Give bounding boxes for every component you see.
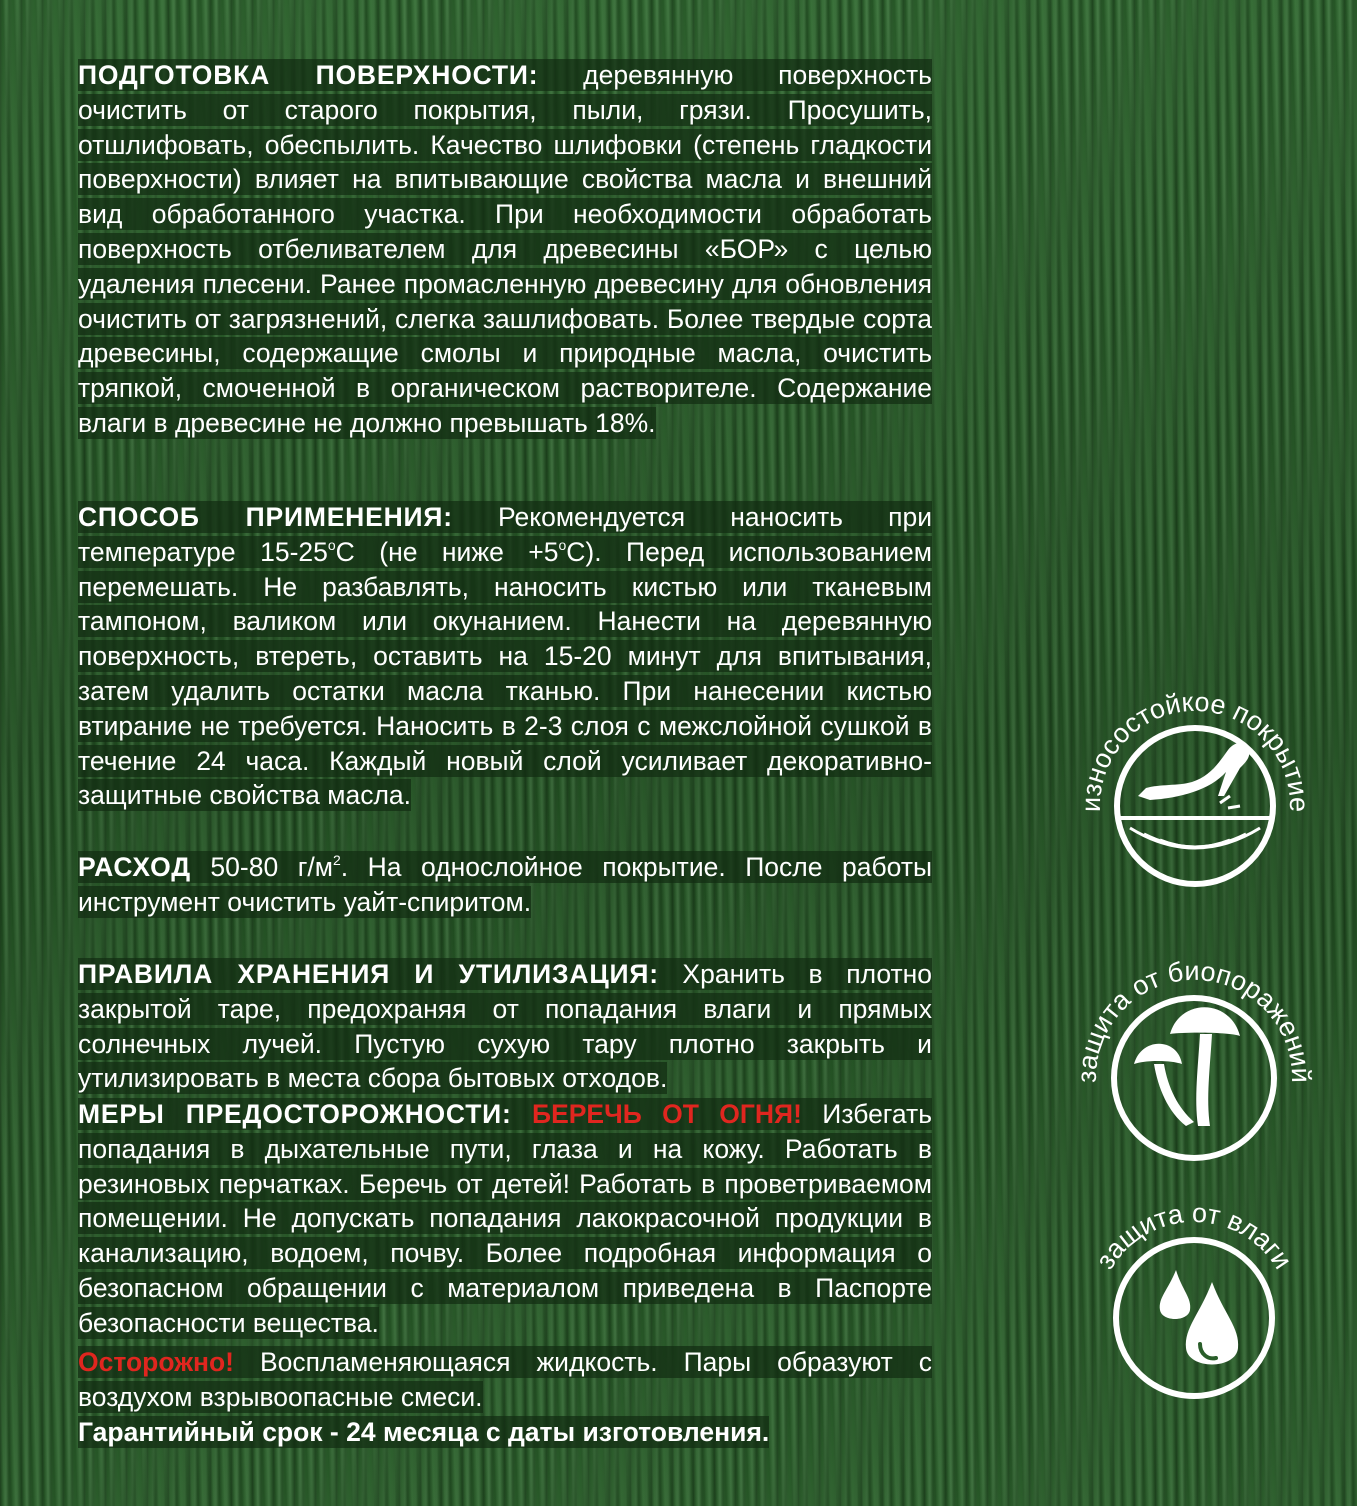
badge-wear-resistant-label: износостойкое покрытие	[1075, 686, 1315, 813]
surface-prep-text: деревянную поверхность очистить от старого покрытия, пыли, грязи. Просушить, отшлифовать, обеспылить. Качество шлифовки (степень гладкости поверхности) влияет на впитывающие свойства масла и внешний вид обработанного участка. При необходимости обработать поверхность отбеливателем для древесины «БОР» с целью удаления плесени. Ранее промасленную древесину для обновления очистить от загрязнений, слегка зашлифовать. Более твердые сорта древесины, содержащие смолы и природные масла, очистить тряпкой, смоченной в органическом растворителе. Содержание влаги в древесине не должно превышать 18%.	[78, 60, 932, 438]
badge-wear-resistant	[1060, 668, 1320, 908]
section-application-method	[78, 500, 932, 813]
water-drops-icon	[1160, 1270, 1238, 1365]
section-warranty	[78, 1415, 932, 1450]
storage-heading: ПРАВИЛА ХРАНЕНИЯ И УТИЛИЗАЦИЯ:	[78, 959, 659, 989]
superscript-2: 2	[332, 852, 341, 868]
application-text-2: С (не ниже +5	[335, 536, 559, 567]
section-consumption	[78, 850, 932, 920]
degree-sign: о	[558, 536, 567, 553]
section-caution	[78, 1345, 932, 1415]
caution-text: Воспламеняющаяся жидкость. Пары образуют с воздухом взрывоопасные смеси.	[78, 1347, 932, 1412]
precautions-heading: МЕРЫ ПРЕДОСТОРОЖНОСТИ:	[78, 1099, 512, 1129]
fire-warning: БЕРЕЧЬ ОТ ОГНЯ!	[511, 1099, 802, 1129]
consumption-text-1: 50-80 г/м	[190, 852, 333, 882]
section-precautions	[78, 1097, 932, 1341]
warranty-text: Гарантийный срок - 24 месяца с даты изготовления.	[78, 1417, 770, 1447]
badge-bio-protection-label: защита от биопоражений	[1071, 955, 1317, 1084]
application-text-3: С). Перед использованием перемешать. Не разбавлять, наносить кистью или тканевым тампоном, валиком или окунанием. Нанести на деревянную поверхность, втереть, оставить на 15-20 минут для впитывания, затем удалить остатки масла тканью. При нанесении кистью втирание не требуется. Наносить в 2-3 слоя с межслойной сушкой в течение 24 часа. Каждый новый слой усиливает декоративно-защитные свойства масла.	[78, 536, 932, 811]
badge-bio-protection	[1060, 948, 1320, 1188]
high-heel-on-wood-icon	[1118, 743, 1272, 848]
surface-prep-heading: ПОДГОТОВКА ПОВЕРХНОСТИ:	[78, 60, 539, 90]
section-surface-preparation	[78, 58, 932, 441]
caution-label: Осторожно!	[78, 1347, 234, 1377]
badge-moisture-protection	[1060, 1186, 1320, 1426]
consumption-heading: РАСХОД	[78, 852, 191, 882]
precautions-text: Избегать попадания в дыхательные пути, глаза и на кожу. Работать в резиновых перчатках. Беречь от детей! Работать в проветриваемом помещении. Не допускать попадания лакокрасочной продукции в канализацию, водоем, почву. Более подробная информация о безопасном обращении с материалом приведена в Паспорте безопасности вещества.	[78, 1099, 932, 1338]
consumption-text-2: . На однослойное покрытие. После работы инструмент очистить уайт-спиритом.	[78, 852, 932, 917]
mushroom-icon	[1134, 1007, 1240, 1126]
application-heading: СПОСОБ ПРИМЕНЕНИЯ:	[78, 502, 453, 532]
storage-text: Хранить в плотно закрытой таре, предохраняя от попадания влаги и прямых солнечных лучей. Пустую сухую тару плотно закрыть и утилизировать в места сбора бытовых отходов.	[78, 959, 932, 1094]
badge-moisture-protection-label: защита от влаги	[1089, 1197, 1298, 1275]
degree-sign: о	[327, 536, 336, 553]
application-text-1: Рекомендуется наносить при температуре 15-25	[78, 502, 932, 567]
section-storage-disposal	[78, 957, 932, 1096]
